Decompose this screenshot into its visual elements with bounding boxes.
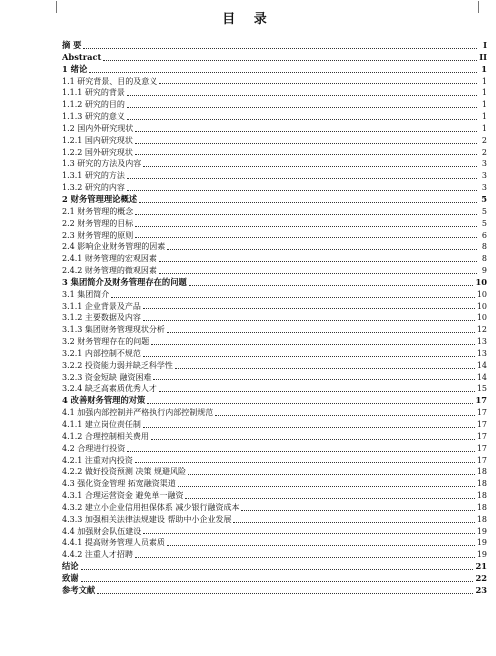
toc-entry-label: 1.3.1 研究的方法 — [62, 171, 125, 181]
toc-dot-leader — [135, 143, 477, 144]
toc-dot-leader — [143, 166, 477, 167]
toc-dot-leader — [185, 498, 474, 499]
toc-entry[interactable] — [62, 147, 487, 159]
toc-entry[interactable] — [62, 87, 487, 99]
toc-dot-leader — [111, 297, 475, 298]
toc-dot-leader — [127, 178, 477, 179]
toc-entry[interactable] — [62, 502, 487, 514]
toc-entry[interactable] — [62, 241, 487, 253]
toc-entry[interactable] — [62, 312, 487, 324]
toc-dot-leader — [175, 368, 475, 369]
toc-entry[interactable] — [62, 265, 487, 277]
toc-entry[interactable] — [62, 431, 487, 443]
toc-entry[interactable] — [62, 194, 487, 206]
toc-dot-leader — [143, 427, 475, 428]
toc-entry-label: 1.2.2 国外研究现状 — [62, 147, 133, 157]
toc-entry-page-number: 9 — [481, 266, 487, 276]
toc-dot-leader — [143, 320, 475, 321]
toc-dot-leader — [81, 569, 474, 570]
toc-entry[interactable] — [62, 466, 487, 478]
toc-dot-leader — [135, 154, 477, 155]
toc-dot-leader — [147, 403, 473, 404]
toc-entry-page-number: 22 — [475, 572, 487, 583]
toc-entry-label: 2.4.1 财务管理的宏观因素 — [62, 254, 157, 264]
toc-entry[interactable] — [62, 372, 487, 384]
toc-entry-label: 1.1.3 研究的意义 — [62, 112, 125, 122]
toc-dot-leader — [178, 486, 475, 487]
toc-entry-page-number: 18 — [476, 467, 487, 477]
toc-entry-page-number: 6 — [481, 230, 487, 240]
toc-entry-label: 1.3 研究的方法及内容 — [62, 159, 142, 169]
toc-entry-label: 4.1 加强内部控制并严格执行内部控制规范 — [62, 408, 214, 418]
toc-entry-label: 4.2.1 注重对内投资 — [62, 455, 133, 465]
toc-dot-leader — [127, 451, 475, 452]
toc-entry-label: 3.1.3 集团财务管理现状分析 — [62, 325, 165, 335]
toc-entry-page-number: 17 — [476, 408, 487, 418]
toc-entry-label: 致谢 — [62, 572, 79, 583]
toc-dot-leader — [89, 72, 477, 73]
toc-entry-page-number: 1 — [481, 63, 487, 74]
toc-entry-label: 4.3.2 建立小企业信用担保体系 减少银行融资成本 — [62, 502, 240, 512]
toc-entry-page-number: 1 — [481, 100, 487, 110]
toc-entry-label: 4.3.1 合理运营资金 避免单一融资 — [62, 491, 184, 501]
toc-dot-leader — [81, 581, 474, 582]
toc-entry[interactable] — [62, 99, 487, 111]
toc-dot-leader — [143, 356, 475, 357]
toc-entry[interactable] — [62, 336, 487, 348]
toc-entry-page-number: 15 — [476, 384, 487, 394]
toc-dot-leader — [233, 522, 474, 523]
toc-entry-label: 3.2.1 内部控制不规范 — [62, 348, 141, 358]
toc-dot-leader — [83, 48, 477, 49]
toc-entry-page-number: 12 — [476, 325, 487, 335]
toc-entry-page-number: 18 — [476, 479, 487, 489]
toc-entry-page-number: 18 — [476, 502, 487, 512]
toc-entry-label: 参考文献 — [62, 584, 96, 595]
toc-entry-label: Abstract — [62, 51, 102, 62]
toc-entry-page-number: 13 — [476, 348, 487, 358]
toc-entry-label: 结论 — [62, 561, 79, 572]
toc-entry[interactable] — [62, 40, 487, 52]
toc-dot-leader — [215, 415, 475, 416]
toc-dot-leader — [135, 214, 477, 215]
toc-entry-label: 4.4.2 注重人才招聘 — [62, 550, 133, 560]
toc-entry-label: 4.1.2 合理控制相关费用 — [62, 431, 149, 441]
toc-dot-leader — [159, 261, 477, 262]
toc-entry-label: 1.1 研究背景、目的及意义 — [62, 76, 158, 86]
toc-entry-page-number: 1 — [481, 123, 487, 133]
toc-dot-leader — [159, 273, 477, 274]
toc-entry[interactable] — [62, 277, 487, 289]
toc-dot-leader — [127, 95, 477, 96]
toc-entry[interactable] — [62, 135, 487, 147]
toc-entry[interactable] — [62, 490, 487, 502]
toc-entry-page-number: 18 — [476, 514, 487, 524]
toc-entry-page-number: 17 — [476, 443, 487, 453]
toc-entry[interactable] — [62, 253, 487, 265]
toc-entry[interactable] — [62, 537, 487, 549]
toc-entry[interactable] — [62, 383, 487, 395]
toc-entry-page-number: 8 — [481, 254, 487, 264]
toc-dot-leader — [127, 190, 477, 191]
toc-entry-page-number: 2 — [481, 135, 487, 145]
toc-dot-leader — [241, 510, 474, 511]
toc-dot-leader — [167, 332, 475, 333]
toc-entry[interactable] — [62, 111, 487, 123]
toc-entry[interactable] — [62, 514, 487, 526]
toc-entry[interactable] — [62, 158, 487, 170]
toc-dot-leader — [139, 202, 477, 203]
toc-dot-leader — [167, 249, 477, 250]
toc-entry-label: 3.1.2 主要数据及内容 — [62, 313, 141, 323]
toc-dot-leader — [167, 545, 475, 546]
toc-entry-label: 3.2 财务管理存在的问题 — [62, 337, 150, 347]
toc-entry-page-number: 17 — [476, 431, 487, 441]
toc-entry-page-number: 2 — [481, 147, 487, 157]
toc-entry-page-number: 19 — [476, 526, 487, 536]
toc-entry[interactable] — [62, 455, 487, 467]
toc-entry-label: 1.2 国内外研究现状 — [62, 123, 134, 133]
toc-entry[interactable] — [62, 301, 487, 313]
toc-entry-page-number: 10 — [475, 276, 487, 287]
toc-entry-page-number: 18 — [476, 491, 487, 501]
toc-entry-page-number: II — [479, 51, 487, 62]
toc-entry[interactable] — [62, 561, 487, 573]
toc-entry-label: 1.1.2 研究的目的 — [62, 100, 125, 110]
toc-entry[interactable] — [62, 573, 487, 585]
toc-entry-page-number: 19 — [476, 550, 487, 560]
toc-entry-page-number: 17 — [476, 420, 487, 429]
toc-entry-label: 2 财务管理理论概述 — [62, 193, 138, 204]
toc-entry-label: 4.2 合理进行投资 — [62, 443, 126, 453]
toc-dot-leader — [159, 391, 475, 392]
toc-entry-page-number: 17 — [475, 395, 487, 406]
toc-entry-label: 3.2.2 投资能力弱并缺乏科学性 — [62, 360, 173, 370]
toc-dot-leader — [127, 119, 477, 120]
toc-entry-page-number: 3 — [481, 183, 487, 193]
toc-entry-page-number: I — [483, 40, 487, 50]
toc-entry[interactable] — [62, 52, 487, 64]
toc-entry-label: 3.1.1 企业背景及产品 — [62, 301, 141, 311]
toc-dot-leader — [135, 462, 475, 463]
toc-entry-label: 4.1.1 建立岗位责任制 — [62, 420, 141, 429]
toc-entry-label: 2.4 影响企业财务管理的因素 — [62, 242, 166, 252]
toc-entry-page-number: 17 — [476, 455, 487, 465]
toc-entry-label: 3.2.4 缺乏高素质优秀人才 — [62, 384, 157, 394]
toc-entry[interactable] — [62, 478, 487, 490]
toc-dot-leader — [135, 557, 475, 558]
toc-dot-leader — [127, 107, 477, 108]
toc-entry[interactable] — [62, 348, 487, 360]
toc-entry[interactable] — [62, 407, 487, 419]
toc-entry-page-number: 8 — [481, 242, 487, 252]
toc-entry[interactable] — [62, 324, 487, 336]
toc-dot-leader — [143, 533, 475, 534]
toc-entry-page-number: 1 — [481, 112, 487, 122]
toc-entry-page-number: 3 — [481, 159, 487, 169]
toc-entry[interactable] — [62, 549, 487, 561]
toc-dot-leader — [153, 379, 474, 380]
toc-entry[interactable] — [62, 360, 487, 372]
toc-entry[interactable] — [62, 182, 487, 194]
toc-entry-page-number: 10 — [476, 289, 487, 299]
toc-entry[interactable] — [62, 395, 487, 407]
toc-entry-page-number: 5 — [481, 218, 487, 228]
toc-entry-page-number: 19 — [476, 538, 487, 548]
toc-entry-label: 3.2.3 资金短缺 融资困难 — [62, 372, 152, 382]
toc-dot-leader — [143, 308, 475, 309]
toc-entry-page-number: 5 — [481, 206, 487, 216]
toc-entry-label: 2.1 财务管理的概念 — [62, 206, 134, 216]
toc-entry-label: 3 集团简介及财务管理存在的问题 — [62, 276, 187, 287]
toc-dot-leader — [151, 439, 475, 440]
toc-entry-label: 1.1.1 研究的背景 — [62, 88, 125, 98]
toc-entry[interactable] — [62, 64, 487, 76]
toc-entry-page-number: 14 — [476, 372, 487, 382]
toc-entry-page-number: 13 — [476, 337, 487, 347]
toc-entry[interactable] — [62, 526, 487, 538]
toc-entry-label: 4.3 强化资金管理 拓宽融资渠道 — [62, 479, 176, 489]
toc-entry-label: 2.3 财务管理的原则 — [62, 230, 134, 240]
toc-entry-label: 4.4 加强财会队伍建设 — [62, 526, 142, 536]
toc-entry-label: 4 改善财务管理的对策 — [62, 395, 146, 406]
toc-entry-label: 2.2 财务管理的目标 — [62, 218, 134, 228]
toc-entry[interactable] — [62, 230, 487, 242]
toc-entry[interactable] — [62, 123, 487, 135]
toc-dot-leader — [188, 474, 475, 475]
toc-entry-label: 4.2.2 做好投资预测 决策 规避风险 — [62, 467, 186, 477]
toc-list — [62, 40, 487, 597]
toc-entry-page-number: 14 — [476, 360, 487, 370]
toc-entry-label: 3.1 集团简介 — [62, 289, 110, 299]
toc-entry-page-number: 5 — [481, 193, 487, 204]
toc-dot-leader — [159, 83, 477, 84]
toc-dot-leader — [135, 237, 477, 238]
toc-entry-page-number: 10 — [476, 313, 487, 323]
toc-entry[interactable] — [62, 289, 487, 301]
toc-entry-page-number: 23 — [475, 584, 487, 595]
toc-entry-page-number: 1 — [481, 76, 487, 86]
toc-entry-label: 1.2.1 国内研究现状 — [62, 135, 133, 145]
toc-entry-page-number: 21 — [475, 561, 487, 572]
toc-entry[interactable] — [62, 443, 487, 455]
toc-entry-label: 1 绪论 — [62, 63, 88, 74]
toc-dot-leader — [151, 344, 475, 345]
toc-entry-label: 4.3.3 加强相关法律法规建设 帮助中小企业发展 — [62, 514, 232, 524]
toc-entry-label: 摘 要 — [62, 40, 82, 50]
toc-entry[interactable] — [62, 206, 487, 218]
toc-dot-leader — [135, 131, 477, 132]
toc-entry-label: 4.4.1 提高财务管理人员素质 — [62, 538, 165, 548]
toc-entry-page-number: 1 — [481, 88, 487, 98]
toc-dot-leader — [135, 226, 477, 227]
toc-entry[interactable] — [62, 218, 487, 230]
toc-entry-page-number: 3 — [481, 171, 487, 181]
toc-entry[interactable] — [62, 76, 487, 88]
toc-dot-leader — [189, 285, 474, 286]
toc-entry[interactable] — [62, 170, 487, 182]
toc-entry[interactable] — [62, 585, 487, 597]
toc-entry-label: 2.4.2 财务管理的微观因素 — [62, 266, 157, 276]
toc-dot-leader — [97, 593, 473, 594]
toc-title: 目 录 — [222, 12, 274, 27]
toc-entry-label: 1.3.2 研究的内容 — [62, 183, 125, 193]
toc-dot-leader — [103, 60, 477, 61]
toc-entry[interactable] — [62, 419, 487, 431]
toc-entry-page-number: 10 — [476, 301, 487, 311]
